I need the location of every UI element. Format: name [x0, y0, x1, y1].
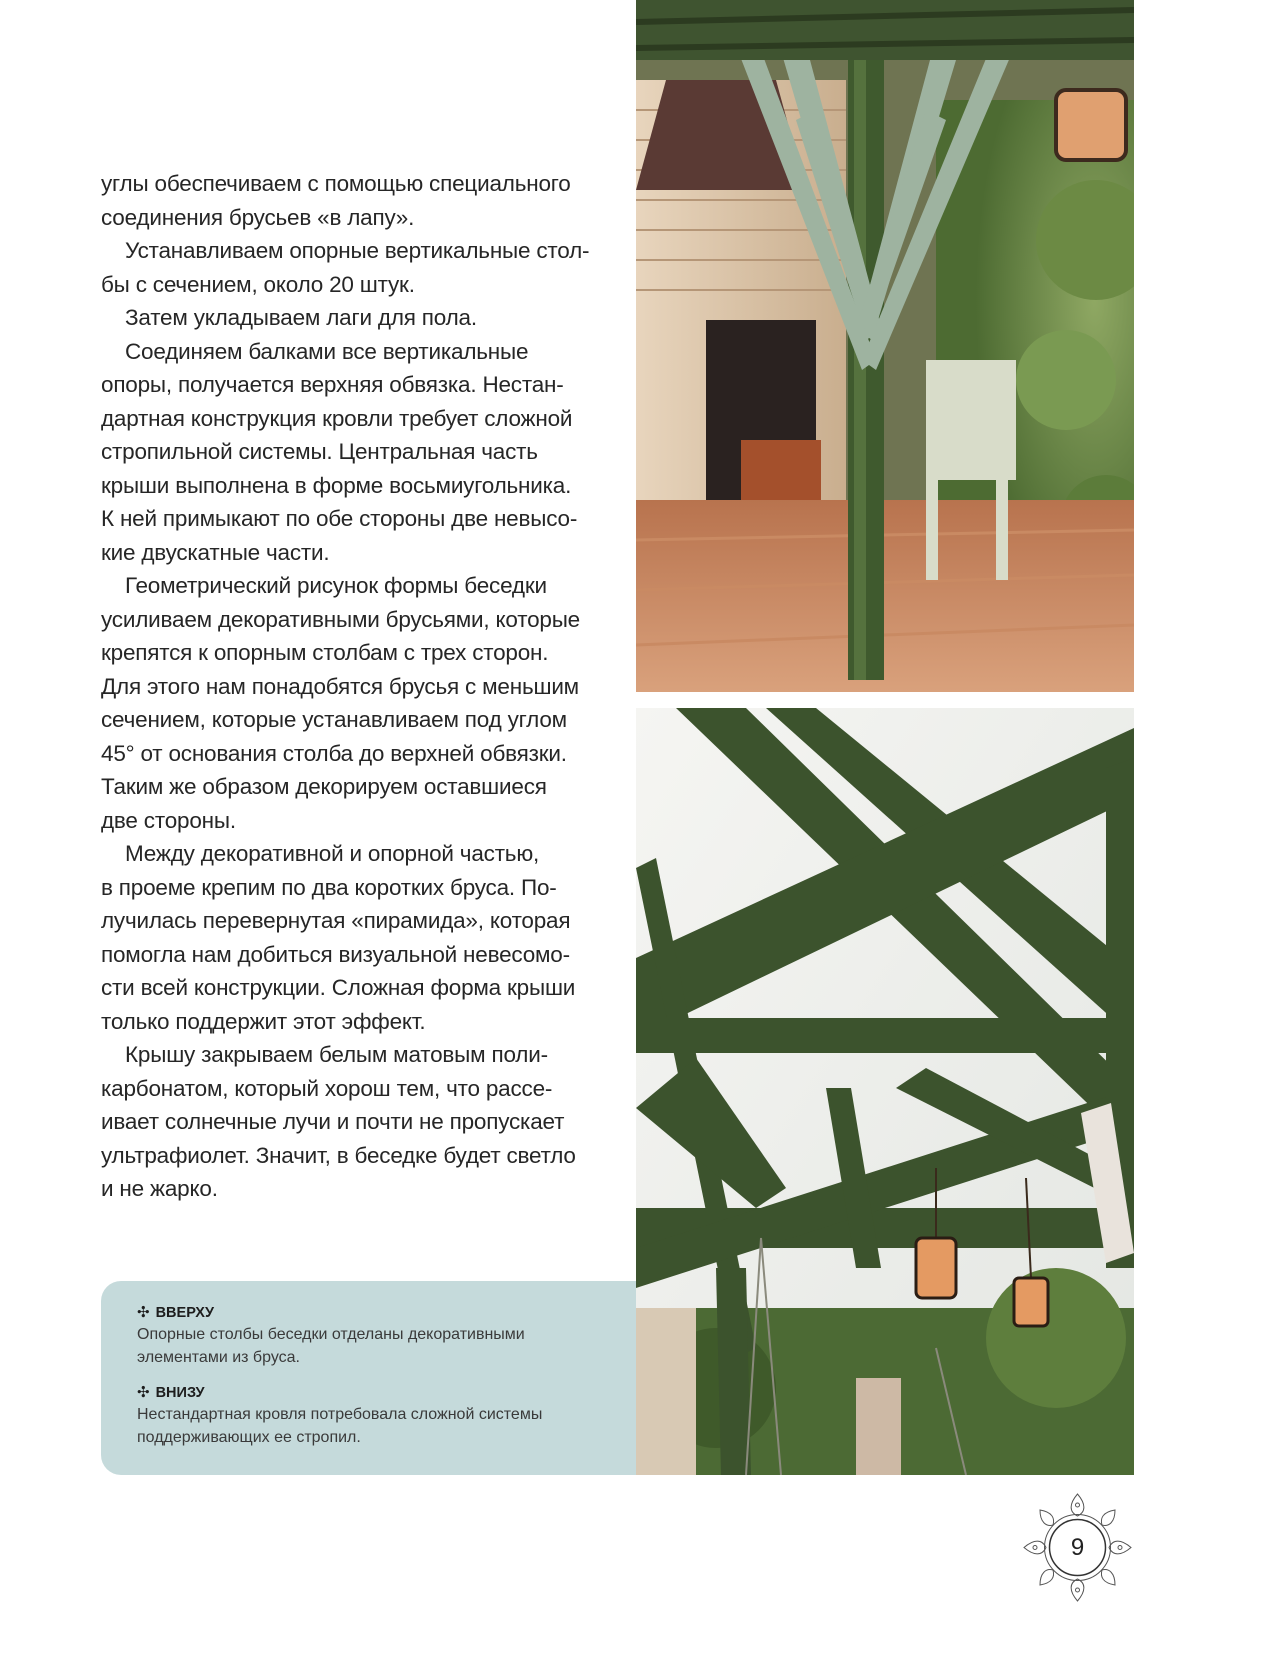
photo-gazebo-column — [636, 0, 1134, 692]
ornament-icon: ✣ — [137, 1304, 150, 1321]
caption-label: ВНИЗУ — [155, 1385, 205, 1401]
photo-roof-rafters — [636, 708, 1134, 1475]
caption-box — [101, 1281, 636, 1475]
paragraph: Геометрический рисунок формы беседки усиливаем декоративными брусьями, которые крепятся к опорным столбам с трех сторон. Для этого нам понадобятся брусья с меньшим сечением, которые устанавливаем под углом 45° от основания столба до верхней обвязки. Таким же образом декорируем оставшиеся две стороны. — [101, 573, 580, 833]
page-number: 9 — [1070, 1533, 1085, 1561]
caption-bottom — [137, 1383, 616, 1449]
page-number-badge — [1020, 1490, 1135, 1605]
article-body — [101, 167, 601, 1206]
caption-text: Нестандартная кровля потребовала сложной системы поддерживающих ее стропил. — [137, 1406, 543, 1446]
paragraph: углы обеспечиваем с помощью специального соединения брусьев «в лапу». — [101, 171, 571, 230]
paragraph: Крышу закрываем белым матовым поли- карбонатом, который хорош тем, что рассе- ивает солнечные лучи и почти не пропускает ультрафиолет. Значит, в беседке будет светло и не жарко. — [101, 1042, 576, 1201]
caption-text: Опорные столбы беседки отделаны декоративными элементами из бруса. — [137, 1326, 525, 1366]
paragraph: Между декоративной и опорной частью, в проеме крепим по два коротких бруса. По- лучилась перевернутая «пирамида», которая помогла нам добиться визуальной невесомо- сти всей конструкции. Сложная форма крыши только поддержит этот эффект. — [101, 841, 576, 1034]
ornament-icon: ✣ — [137, 1384, 150, 1401]
paragraph: Устанавливаем опорные вертикальные стол- бы с сечением, около 20 штук. — [101, 238, 590, 297]
caption-label: ВВЕРХУ — [155, 1305, 215, 1321]
paragraph: Соединяем балками все вертикальные опоры, получается верхняя обвязка. Нестан- дартная конструкция кровли требует сложной стропильной системы. Центральная часть крыши выполнена в форме восьмиугольника. К ней примыкают по обе стороны две невысо- кие двускатные части. — [101, 338, 578, 565]
caption-top — [137, 1303, 616, 1369]
paragraph: Затем укладываем лаги для пола. — [125, 305, 477, 330]
